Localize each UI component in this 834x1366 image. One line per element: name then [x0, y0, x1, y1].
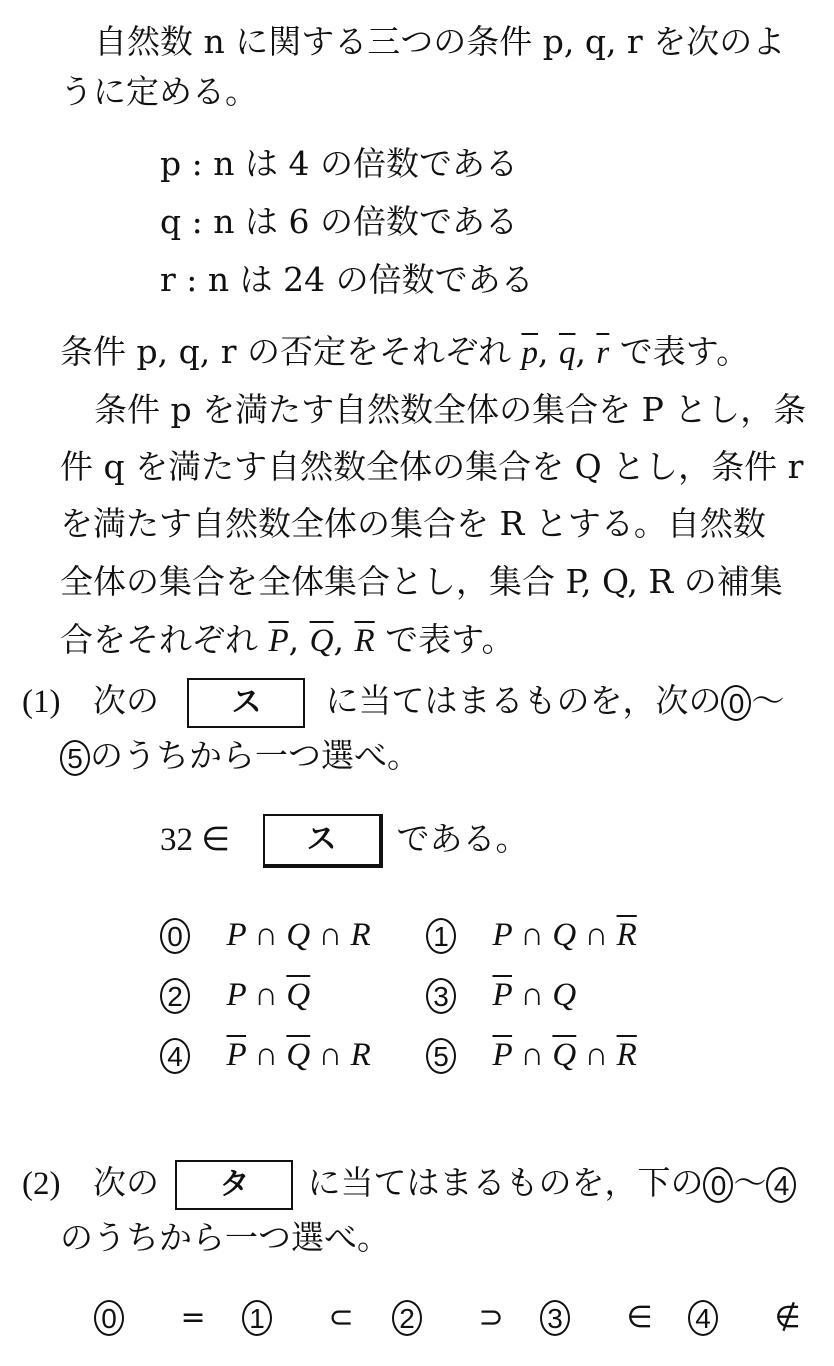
intro-text-1: 自然数 n に関する三つの条件 p, q, r を次のよ — [94, 22, 786, 61]
option2-4[interactable] — [688, 1294, 801, 1340]
circled-0-icon: 0 — [160, 918, 190, 954]
question-1-statement — [160, 814, 529, 868]
question-1-prefix: 次の — [92, 681, 159, 720]
question-2-text-2: のうちから一つ選べ。 — [60, 1218, 390, 1257]
sets-text-5-after: で表す。 — [374, 620, 515, 659]
q-bar: $\overline{q}$ — [558, 335, 576, 371]
option-0[interactable] — [160, 912, 371, 957]
option-3-expr: $\overline{P}$ ∩ Q — [492, 977, 577, 1013]
sets-line-1 — [94, 390, 806, 430]
sets-line-2 — [60, 447, 803, 487]
circled-2-icon: 2 — [392, 1300, 422, 1336]
equals-symbol: = — [180, 1300, 206, 1335]
question-2-suffix: に当てはまるものを，下の — [307, 1163, 704, 1202]
circled-3-icon: 3 — [426, 978, 456, 1014]
circled-5-icon: 5 — [426, 1038, 456, 1074]
option2-0[interactable] — [94, 1294, 206, 1340]
sets-text-4: 全体の集合を全体集合とし，集合 P, Q, R の補集 — [60, 562, 783, 601]
sets-line-5: 合をそれぞれ $\overline{P}$, $\overline{Q}$, $\overline{R}$ で表す。 — [60, 620, 515, 659]
condition-p-text: p : n は 4 の倍数である — [160, 144, 518, 183]
intro-line-1 — [94, 22, 785, 62]
question-2-prefix: 次の — [92, 1163, 159, 1202]
condition-p — [160, 144, 518, 184]
statement-after: である。 — [396, 819, 529, 858]
option2-2[interactable] — [392, 1294, 504, 1340]
option-1-expr: P ∩ Q ∩ $\overline{R}$ — [492, 917, 637, 953]
circled-2-icon: 2 — [160, 978, 190, 1014]
circled-5-icon: 5 — [60, 740, 90, 776]
circled-0-icon: 0 — [94, 1300, 124, 1336]
answer-box-su[interactable] — [187, 678, 305, 728]
condition-q — [160, 202, 518, 242]
intro-line-2 — [60, 72, 258, 112]
circled-4-icon: 4 — [688, 1300, 718, 1336]
P-complement: $\overline{P}$ — [268, 623, 289, 659]
element-of-symbol: ∈ — [626, 1300, 653, 1335]
negation-line: 条件 p, q, r の否定をそれぞれ $\overline{p}$, $\overline{q}$, $\overline{r}$ で表す。 — [60, 332, 750, 371]
option-3[interactable] — [426, 972, 576, 1017]
Q-complement: $\overline{Q}$ — [309, 623, 334, 659]
option-2-expr: P ∩ $\overline{Q}$ — [226, 977, 311, 1013]
answer-box-su-inline-label: ス — [306, 822, 337, 857]
answer-box-ta-label: タ — [219, 1167, 250, 1202]
range-tilde: 〜 — [751, 681, 785, 720]
sets-text-5-before: 合をそれぞれ — [60, 620, 269, 659]
answer-box-su-inline[interactable] — [263, 814, 383, 868]
sets-line-3 — [60, 504, 766, 544]
circled-1-icon: 1 — [426, 918, 456, 954]
circled-0-icon: 0 — [721, 685, 751, 721]
option-5[interactable] — [426, 1032, 637, 1077]
circled-3-icon: 3 — [540, 1300, 570, 1336]
r-bar: $\overline{r}$ — [596, 335, 610, 371]
R-complement: $\overline{R}$ — [354, 623, 375, 659]
negation-text-before: 条件 p, q, r の否定をそれぞれ — [60, 332, 522, 371]
sets-text-1: 条件 p を満たす自然数全体の集合を P とし，条 — [94, 390, 807, 429]
condition-r-text: r : n は 24 の倍数である — [160, 260, 534, 299]
answer-box-ta[interactable] — [175, 1160, 293, 1210]
question-1-header — [22, 676, 784, 728]
statement-before: 32 ∈ — [160, 822, 230, 858]
intro-text-2: うに定める。 — [60, 72, 258, 111]
subset-symbol: ⊂ — [328, 1300, 354, 1335]
option-1[interactable] — [426, 912, 637, 957]
circled-1-icon: 1 — [242, 1300, 272, 1336]
option2-1[interactable] — [242, 1294, 354, 1340]
option-2[interactable] — [160, 972, 310, 1017]
superset-symbol: ⊃ — [478, 1300, 504, 1335]
question-1-text-2: のうちから一つ選べ。 — [90, 736, 420, 775]
question-1-number: (1) — [22, 684, 61, 720]
condition-r — [160, 260, 534, 300]
question-2-header — [22, 1158, 796, 1210]
question-1-suffix: に当てはまるものを，次の — [325, 681, 722, 720]
question-2-line-2 — [60, 1218, 390, 1258]
condition-q-text: q : n は 6 の倍数である — [160, 202, 518, 241]
negation-text-after: で表す。 — [609, 332, 750, 371]
not-element-of-symbol: ∉ — [774, 1300, 801, 1335]
option-4-expr: $\overline{P}$ ∩ $\overline{Q}$ ∩ R — [226, 1037, 371, 1073]
answer-box-su-label: ス — [231, 685, 262, 720]
option-0-expr: P ∩ Q ∩ R — [226, 917, 371, 953]
question-1-line-2 — [60, 736, 420, 776]
range-tilde: 〜 — [733, 1163, 767, 1202]
option2-3[interactable] — [540, 1294, 653, 1340]
circled-4-icon: 4 — [160, 1038, 190, 1074]
option-5-expr: $\overline{P}$ ∩ $\overline{Q}$ ∩ $\overline{R}$ — [492, 1037, 637, 1073]
option-4[interactable] — [160, 1032, 371, 1077]
p-bar: $\overline{p}$ — [521, 335, 538, 371]
circled-0-icon: 0 — [703, 1167, 733, 1203]
sets-text-2: 件 q を満たす自然数全体の集合を Q とし，条件 r — [60, 447, 804, 486]
sets-text-3: を満たす自然数全体の集合を R とする。自然数 — [60, 504, 766, 543]
sets-line-4 — [60, 562, 783, 602]
question-2-number: (2) — [22, 1166, 61, 1202]
circled-4-icon: 4 — [766, 1167, 796, 1203]
